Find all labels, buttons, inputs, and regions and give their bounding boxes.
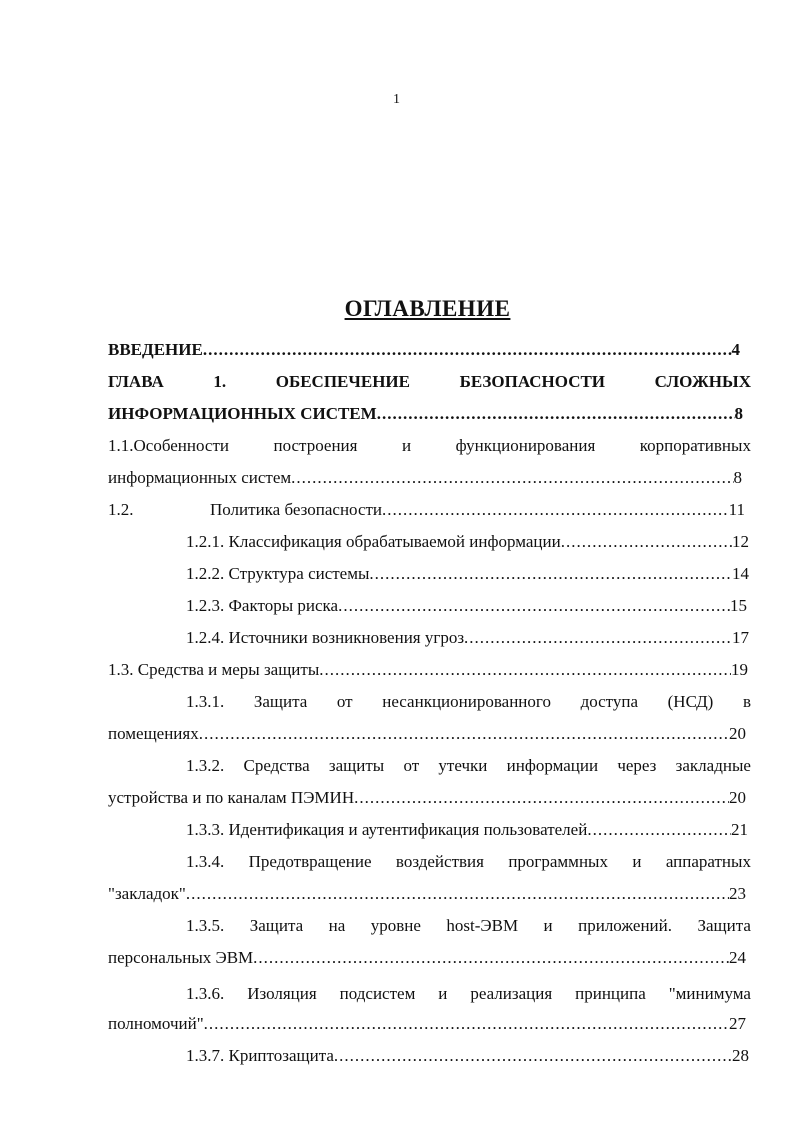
word: 1.3.6. xyxy=(186,984,225,1003)
word: уровне xyxy=(370,916,421,935)
word: Защита xyxy=(697,916,751,935)
entry-text: 1.3.7. Криптозащита xyxy=(186,1046,334,1065)
entry-page: 23 xyxy=(729,884,746,903)
word: аппаратных xyxy=(665,852,751,871)
toc-entry-1-3-6-line2[interactable] xyxy=(108,1014,746,1034)
toc-entry-chapter1-line1[interactable] xyxy=(108,372,751,392)
dot-leader xyxy=(291,468,733,488)
dot-leader xyxy=(338,596,730,616)
word: 1.3.1. xyxy=(186,692,225,711)
word: и xyxy=(401,436,412,455)
word: доступа xyxy=(580,692,639,711)
entry-text: помещениях xyxy=(108,724,199,743)
word: host-ЭВМ xyxy=(446,916,519,935)
word: "минимума xyxy=(668,984,751,1003)
toc-entry-intro[interactable] xyxy=(108,340,740,360)
dot-leader xyxy=(203,340,732,360)
entry-page: 19 xyxy=(731,660,748,679)
word: ГЛАВА xyxy=(108,372,164,391)
dot-leader xyxy=(199,724,729,744)
word: принципа xyxy=(575,984,646,1003)
toc-entry-1-3-3[interactable] xyxy=(186,820,748,840)
word: в xyxy=(742,692,751,711)
dot-leader xyxy=(369,564,732,584)
word: СЛОЖНЫХ xyxy=(654,372,751,391)
dot-leader xyxy=(382,500,729,520)
word: ОБЕСПЕЧЕНИЕ xyxy=(275,372,410,391)
word: 1.3.5. xyxy=(186,916,225,935)
entry-text: полномочий" xyxy=(108,1014,204,1033)
word: через xyxy=(617,756,657,775)
entry-text: "закладок" xyxy=(108,884,186,903)
entry-page: 20 xyxy=(729,788,746,807)
entry-text: 1.2.1. Классификация обрабатываемой информации xyxy=(186,532,561,551)
toc-entry-1-3-5-line1[interactable] xyxy=(186,916,751,936)
entry-text: 1.2.3. Факторы риска xyxy=(186,596,339,615)
entry-page: 28 xyxy=(732,1046,749,1065)
entry-text: информационных систем xyxy=(108,468,292,487)
word: и xyxy=(438,984,448,1003)
toc-entry-1-3-6-line1[interactable] xyxy=(186,984,751,1004)
entry-text: персональных ЭВМ xyxy=(108,948,254,967)
entry-page: 21 xyxy=(731,820,748,839)
entry-page: 14 xyxy=(732,564,749,583)
entry-page: 12 xyxy=(732,532,749,551)
dot-leader xyxy=(354,788,729,808)
toc-entry-1-2-number: 1.2. xyxy=(108,500,134,519)
word: функционирования xyxy=(455,436,596,455)
entry-text: 1.2.2. Структура системы xyxy=(186,564,370,583)
toc-entry-1-3-7[interactable] xyxy=(186,1046,749,1066)
toc-entry-1-3-2-line1[interactable] xyxy=(186,756,751,776)
word: несанкционированного xyxy=(382,692,551,711)
word: Защита xyxy=(249,916,304,935)
entry-page: 27 xyxy=(729,1014,746,1033)
word: программных xyxy=(508,852,608,871)
toc-entry-1-2-3[interactable] xyxy=(186,596,747,616)
entry-text: 1.3.3. Идентификация и аутентификация пользователей xyxy=(186,820,588,839)
toc-entry-1-3-5-line2[interactable] xyxy=(108,948,746,968)
word: 1.3.4. xyxy=(186,852,225,871)
word: корпоративных xyxy=(639,436,751,455)
dot-leader xyxy=(377,404,735,424)
dot-leader xyxy=(587,820,731,840)
word: Средства xyxy=(243,756,310,775)
word: воздействия xyxy=(395,852,484,871)
word: и xyxy=(632,852,642,871)
toc-entry-1-3[interactable] xyxy=(108,660,748,680)
word: (НСД) xyxy=(667,692,714,711)
toc-entry-1-3-2-line2[interactable] xyxy=(108,788,746,808)
word: 1.3.2. xyxy=(186,756,225,775)
toc-entry-1-3-4-line1[interactable] xyxy=(186,852,751,872)
toc-entry-1-3-4-line2[interactable] xyxy=(108,884,746,904)
word: от xyxy=(403,756,420,775)
toc-entry-1-2-4[interactable] xyxy=(186,628,749,648)
entry-page: 4 xyxy=(731,340,740,359)
dot-leader xyxy=(334,1046,732,1066)
entry-text: Политика безопасности xyxy=(210,500,383,519)
toc-title: ОГЛАВЛЕНИЕ xyxy=(344,296,511,321)
word: защиты xyxy=(328,756,385,775)
word: приложений. xyxy=(578,916,672,935)
entry-page: 8 xyxy=(733,468,742,487)
word: Изоляция xyxy=(247,984,317,1003)
dot-leader xyxy=(319,660,731,680)
entry-text: ВВЕДЕНИЕ xyxy=(108,340,203,359)
word: 1. xyxy=(213,372,227,391)
word: информации xyxy=(506,756,599,775)
toc-entry-1-2[interactable] xyxy=(210,500,745,520)
word: утечки xyxy=(438,756,488,775)
dot-leader xyxy=(464,628,732,648)
word: и xyxy=(543,916,553,935)
entry-page: 11 xyxy=(728,500,745,519)
entry-text: ИНФОРМАЦИОННЫХ СИСТЕМ xyxy=(108,404,377,423)
word: Предотвращение xyxy=(248,852,372,871)
word: от xyxy=(336,692,353,711)
entry-page: 20 xyxy=(729,724,746,743)
page-number: 1 xyxy=(393,92,400,107)
word: подсистем xyxy=(339,984,416,1003)
word: Защита xyxy=(253,692,308,711)
word: построения xyxy=(273,436,358,455)
word: закладные xyxy=(675,756,751,775)
word: на xyxy=(328,916,346,935)
toc-entry-1-3-1-line1[interactable] xyxy=(186,692,751,712)
entry-page: 24 xyxy=(729,948,746,967)
dot-leader xyxy=(186,884,729,904)
toc-entry-1-1-line1[interactable] xyxy=(108,436,751,456)
entry-text: устройства и по каналам ПЭМИН xyxy=(108,788,355,807)
word: реализация xyxy=(470,984,553,1003)
dot-leader xyxy=(204,1014,729,1034)
dot-leader xyxy=(561,532,732,552)
entry-text: 1.2.4. Источники возникновения угроз xyxy=(186,628,465,647)
entry-page: 8 xyxy=(734,404,743,423)
entry-page: 17 xyxy=(732,628,749,647)
word: БЕЗОПАСНОСТИ xyxy=(459,372,606,391)
toc-entry-1-3-1-line2[interactable] xyxy=(108,724,746,744)
toc-entry-chapter1-line2[interactable] xyxy=(108,404,743,424)
entry-page: 15 xyxy=(730,596,747,615)
toc-entry-1-2-1[interactable] xyxy=(186,532,749,552)
toc-entry-1-1-line2[interactable] xyxy=(108,468,742,488)
dot-leader xyxy=(253,948,729,968)
word: 1.1.Особенности xyxy=(108,436,229,455)
entry-text: 1.3. Средства и меры защиты xyxy=(108,660,320,679)
toc-entry-1-2-2[interactable] xyxy=(186,564,749,584)
